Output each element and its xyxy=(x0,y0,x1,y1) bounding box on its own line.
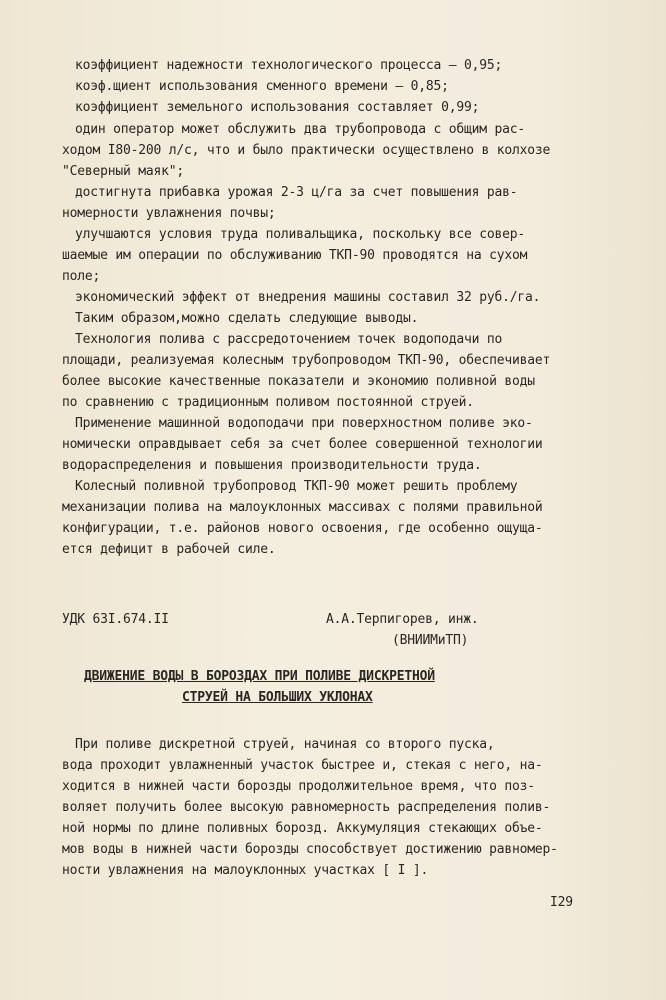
text-line: экономический эффект от внедрения машины составил 32 руб./га. xyxy=(75,290,541,305)
text-line: поле; xyxy=(62,269,101,284)
text-line: "Северный маяк"; xyxy=(62,164,185,179)
text-line: конфигурации, т.е. районов нового освоения, где особенно ощуща- xyxy=(62,521,543,536)
author-name: А.А.Терпигорев, инж. xyxy=(326,612,479,627)
page-number: I29 xyxy=(550,895,573,910)
text-line: При поливе дискретной струей, начиная со второго пуска, xyxy=(75,737,495,752)
author-institution: (ВНИИМиТП) xyxy=(392,633,469,648)
text-line: шаемые им операции по обслуживанию ТКП-90 проводятся на сухом xyxy=(62,248,528,263)
text-line: мов воды в нижней части борозды способствует достижению равномер- xyxy=(62,842,558,857)
udk-code: УДК 63I.674.II xyxy=(62,612,169,627)
text-line: ности увлажнения на малоуклонных участках [ I ]. xyxy=(62,863,429,878)
text-line: Таким образом,можно сделать следующие выводы. xyxy=(75,311,419,326)
text-line: Применение машинной водоподачи при поверхностном поливе эко- xyxy=(75,416,533,431)
text-line: коэффициент надежности технологического процесса – 0,95; xyxy=(75,58,503,73)
article-title: ДВИЖЕНИЕ ВОДЫ В БОРОЗДАХ ПРИ ПОЛИВЕ ДИСКРЕТНОЙ xyxy=(84,669,435,684)
text-line: улучшаются условия труда поливальщика, поскольку все совер- xyxy=(75,227,525,242)
article-title: СТРУЕЙ НА БОЛЬШИХ УКЛОНАХ xyxy=(182,690,373,705)
text-line: коэффициент земельного использования составляет 0,99; xyxy=(75,100,480,115)
text-line: ходится в нижней части борозды продолжительное время, что поз- xyxy=(62,779,535,794)
text-line: один оператор может обслужить два трубопровода с общим рас- xyxy=(75,122,525,137)
text-line: вода проходит увлажненный участок быстрее и, стекая с него, на- xyxy=(62,758,543,773)
text-line: ной нормы по длине поливных борозд. Аккумуляция стекающих объе- xyxy=(62,821,543,836)
text-line: Технология полива с рассредоточением точек водоподачи по xyxy=(75,332,503,347)
text-line: номерности увлажнения почвы; xyxy=(62,206,276,221)
text-line: достигнута прибавка урожая 2-3 ц/га за счет повышения рав- xyxy=(75,185,518,200)
text-line: номически оправдывает себя за счет более совершенной технологии xyxy=(62,437,543,452)
text-line: коэф.щиент использования сменного времени – 0,85; xyxy=(75,79,449,94)
text-line: механизации полива на малоуклонных массивах с полями правильной xyxy=(62,500,543,515)
text-line: по сравнению с традиционным поливом постоянной струей. xyxy=(62,395,474,410)
text-line: более высокие качественные показатели и экономию поливной воды xyxy=(62,374,535,389)
text-line: Колесный поливной трубопровод ТКП-90 может решить проблему xyxy=(75,479,518,494)
text-line: ется дефицит в рабочей силе. xyxy=(62,542,276,557)
text-line: воляет получить более высокую равномерность распределения полив- xyxy=(62,800,551,815)
text-line: площади, реализуемая колесным трубопроводом ТКП-90, обеспечивает xyxy=(62,353,551,368)
text-line: ходом I80-200 л/с, что и было практически осуществлено в колхозе xyxy=(62,143,551,158)
text-line: водораспределения и повышения производительности труда. xyxy=(62,458,482,473)
